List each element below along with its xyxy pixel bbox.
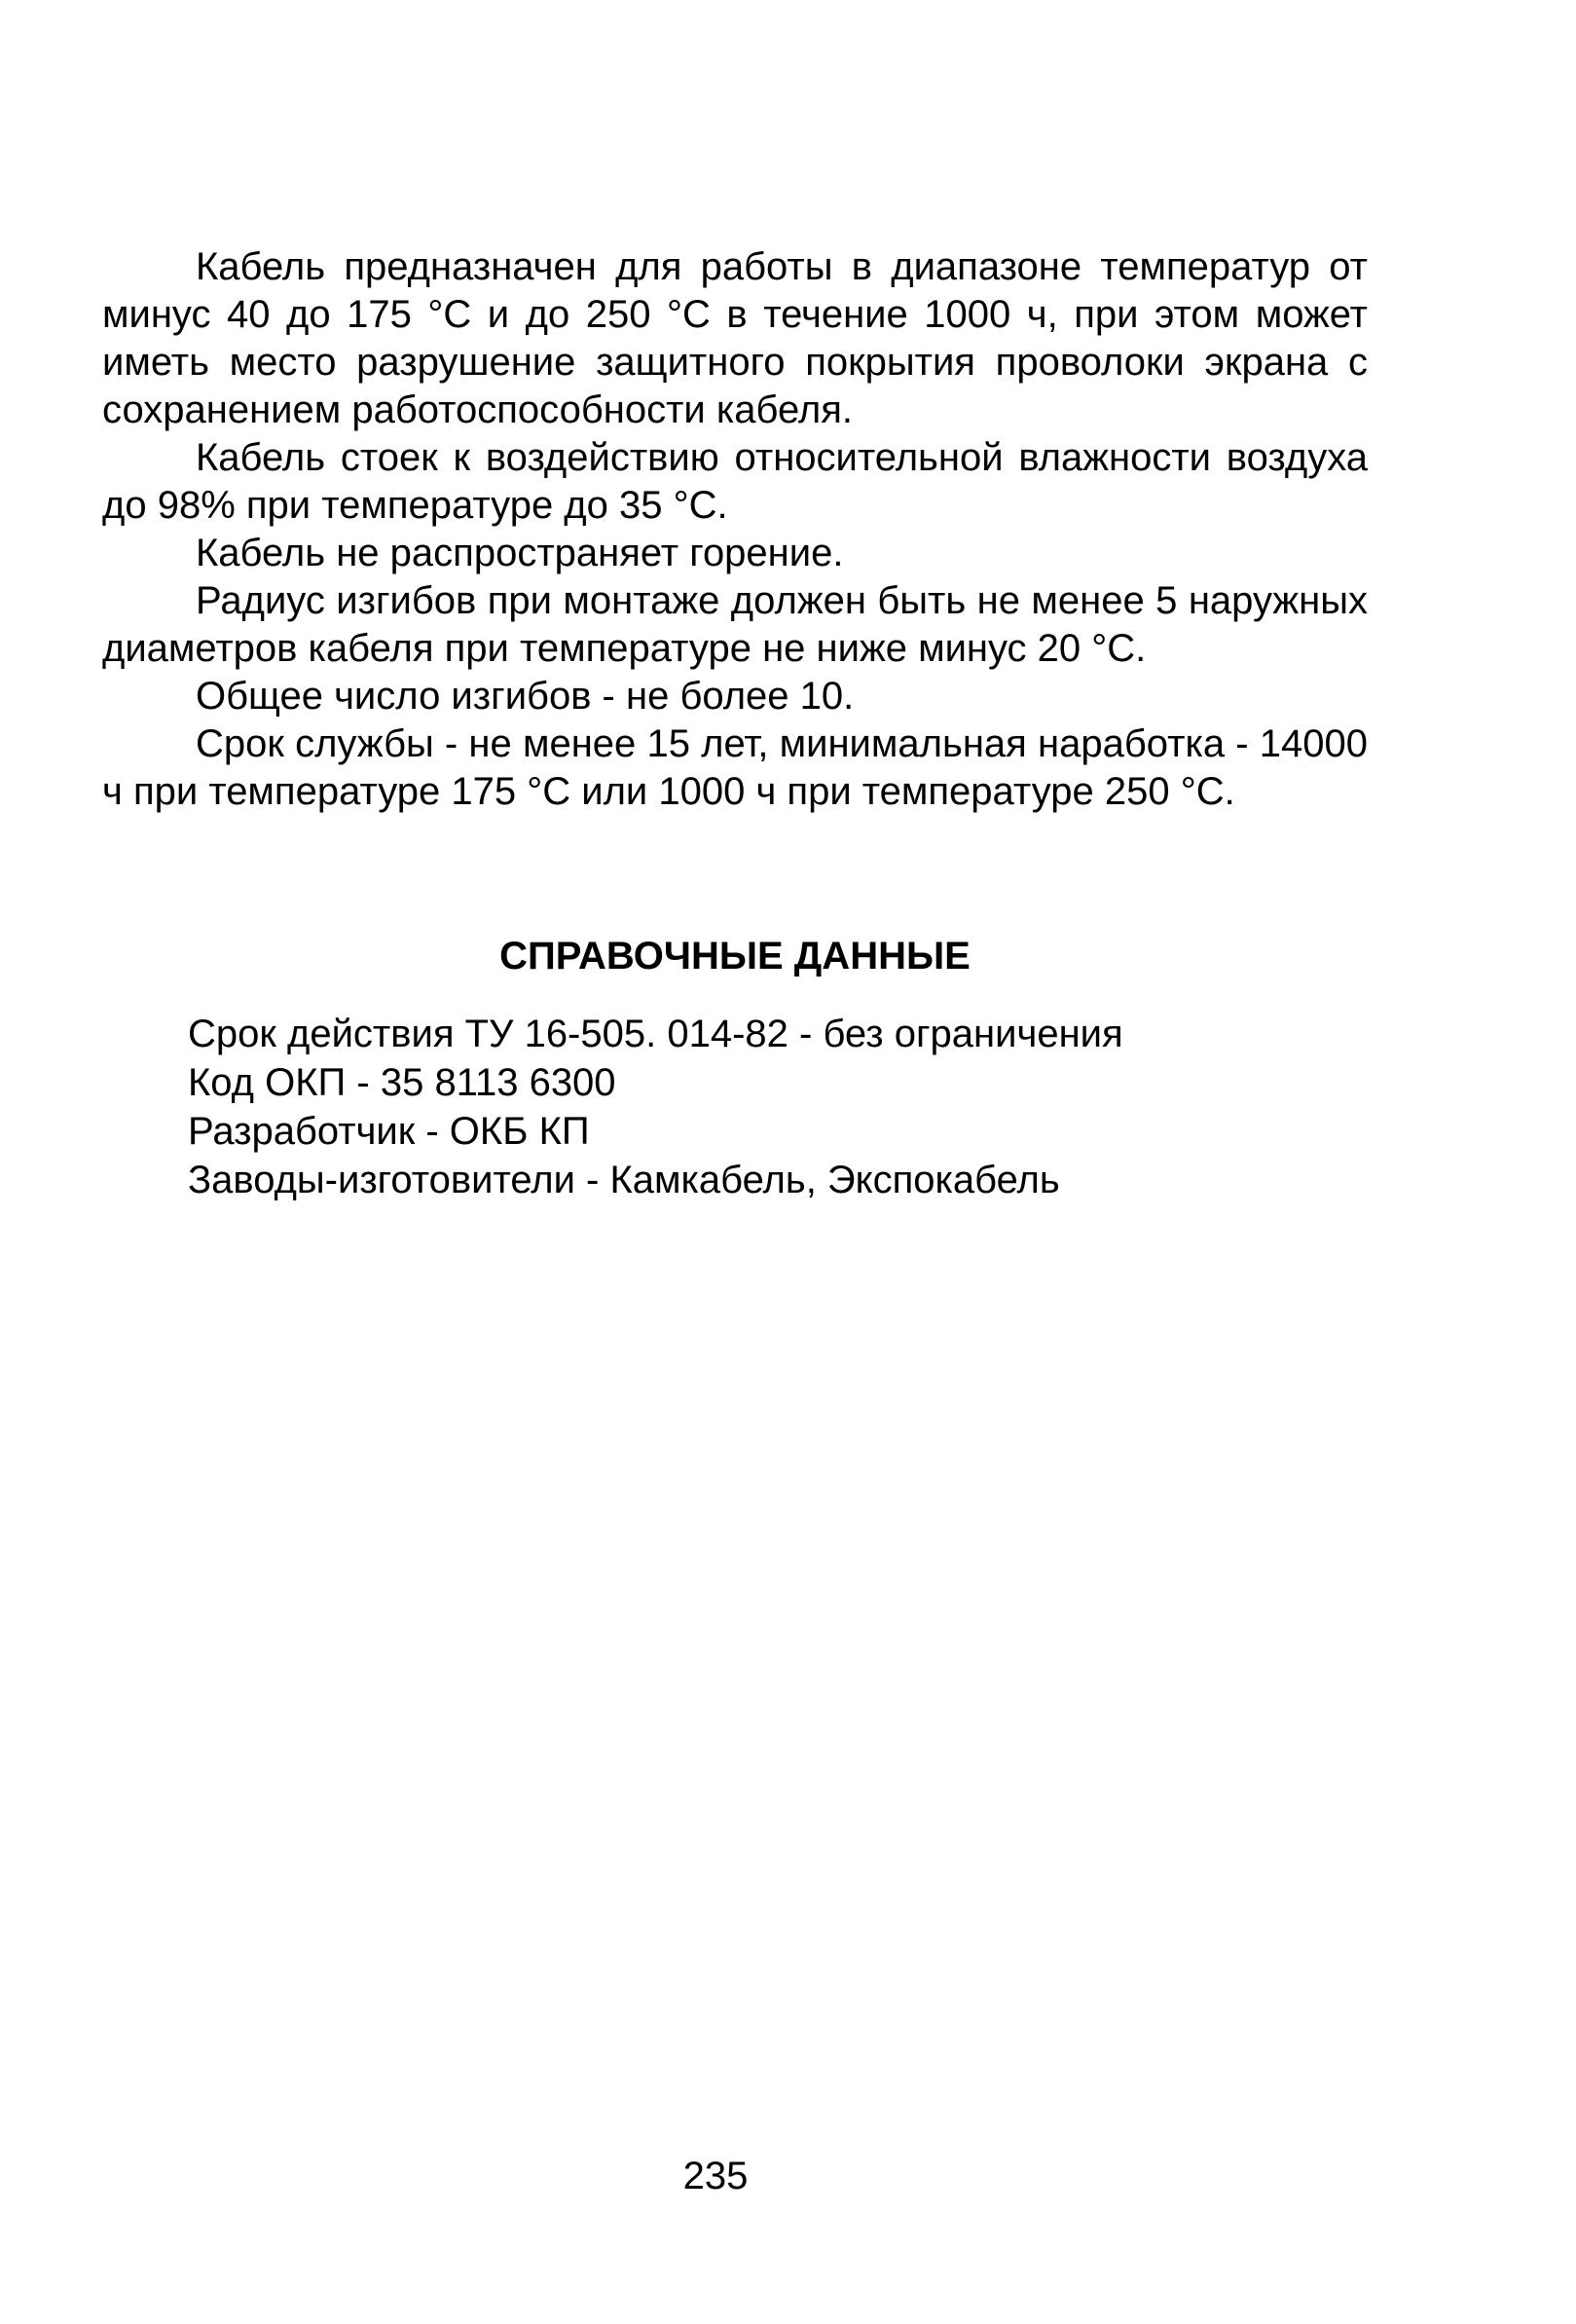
paragraph-humidity: Кабель стоек к воздействию относительной влажности воздуха до 98% при температуре до 35 °С. [102,436,1368,527]
section-heading: СПРАВОЧНЫЕ ДАННЫЕ [499,935,971,978]
page-number: 235 [682,2155,749,2197]
paragraph-bend-radius: Радиус изгибов при монтаже должен быть не менее 5 наружных диаметров кабеля при температуре не ниже минус 20 °С. [102,579,1368,670]
paragraph-flame-spread: Кабель не распространяет горение. [196,532,844,574]
paragraph-service-life: Срок службы - не менее 15 лет, минимальная наработка - 14000 ч при температуре 175 °С или 1000 ч при температуре 250 °С. [102,722,1368,813]
reference-item-okp-code: Код ОКП - 35 8113 6300 [188,1061,616,1104]
reference-data-list [188,1010,1356,1204]
reference-item-manufacturers: Заводы-изготовители - Камкабель, Экспокабель [188,1159,1060,1201]
paragraph-bend-count: Общее число изгибов - не более 10. [196,675,855,718]
reference-item-validity: Срок действия ТУ 16-505. 014-82 - без ограничения [188,1013,1123,1055]
paragraph-temperature-range: Кабель предназначен для работы в диапазоне температур от минус 40 до 175 °С и до 250 °С в течение 1000 ч, при этом может иметь место разрушение защитного покрытия проволоки экрана с сохранением работоспособности кабеля. [102,245,1368,431]
body-text [102,243,1368,816]
reference-item-developer: Разработчик - ОКБ КП [188,1110,590,1153]
